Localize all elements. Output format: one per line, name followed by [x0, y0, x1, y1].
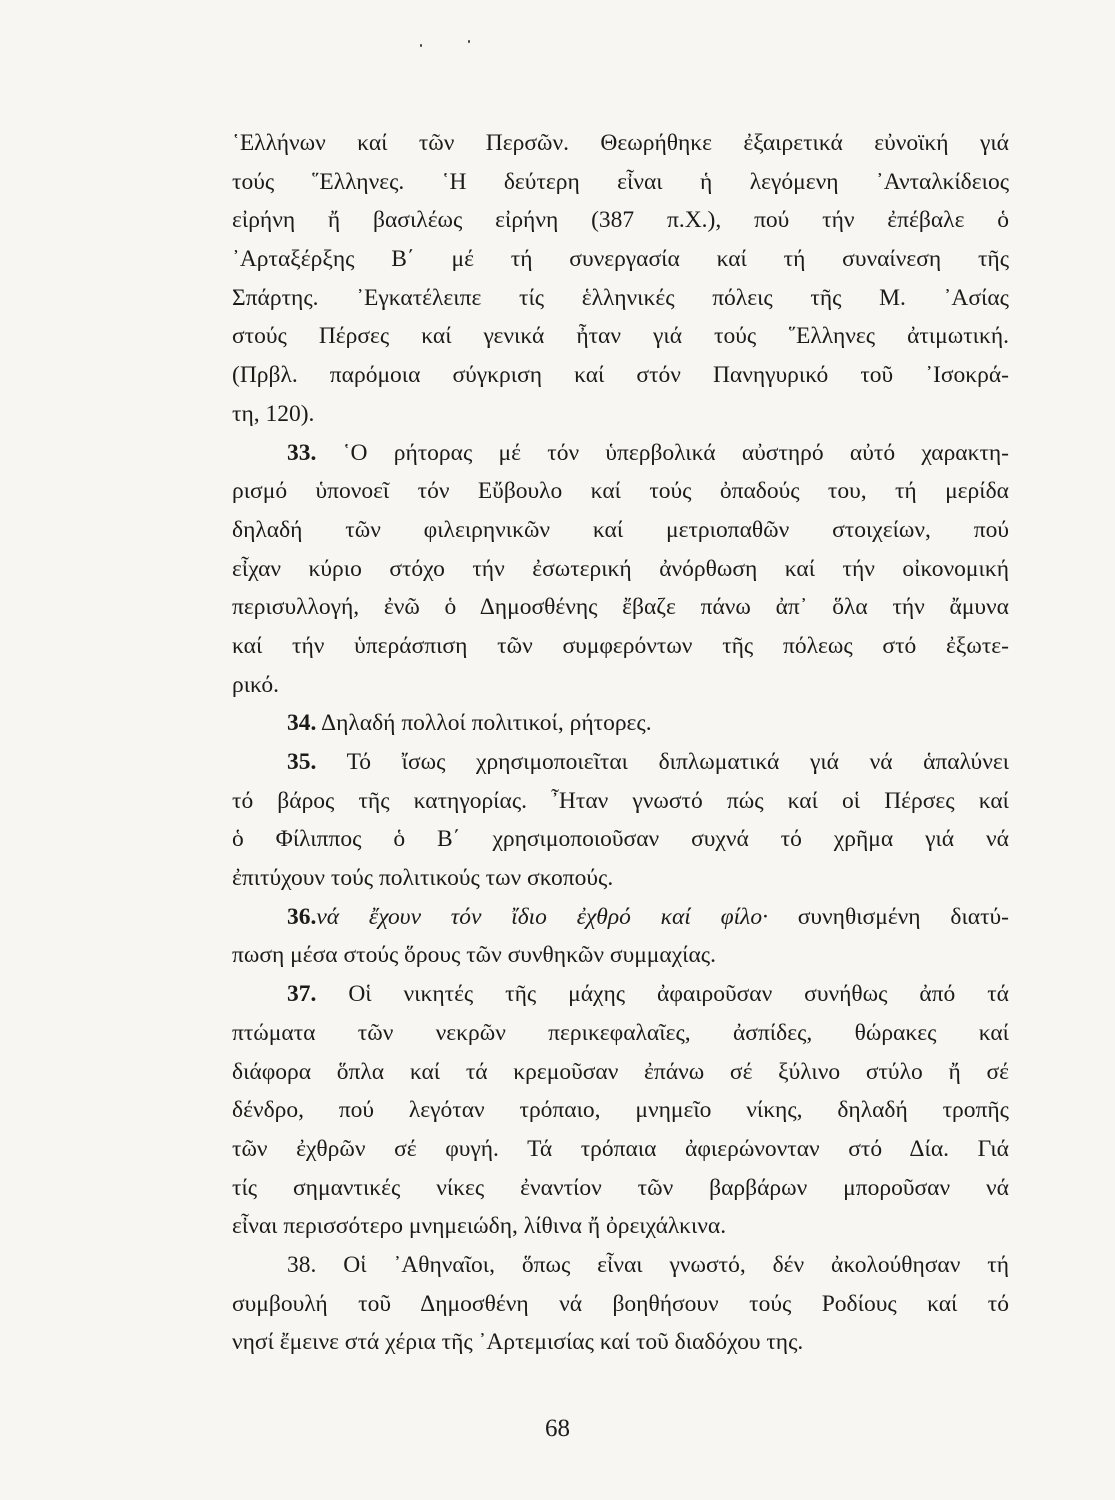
note-text: Οἱ νικητές τῆς μάχης ἀφαιροῦσαν συνήθως ἀπό τά — [348, 981, 1009, 1008]
text-line: τῶν ἐχθρῶν σέ φυγή. Τά τρόπαια ἀφιερώνονταν στό Δία. Γιά — [232, 1135, 1009, 1162]
note-36-first-line — [232, 898, 1009, 937]
text-line: εἰρήνη ἤ βασιλέως εἰρήνη (387 π.Χ.), πού τήν ἐπέβαλε ὁ — [232, 207, 1009, 234]
text-line: νησί ἔμεινε στά χέρια τῆς ᾿Αρτεμισίας καί τοῦ διαδόχου της. — [232, 1329, 804, 1356]
text-line: ῾Ελλήνων καί τῶν Περσῶν. Θεωρήθηκε ἐξαιρετικά εὐνοϊκή γιά — [232, 130, 1009, 156]
text-line: πωση μέσα στούς ὅρους τῶν συνθηκῶν συμμαχίας. — [232, 942, 716, 969]
text-line: Σπάρτης. ᾿Εγκατέλειπε τίς ἑλληνικές πόλεις τῆς Μ. ᾿Ασίας — [232, 284, 1009, 311]
note-text: Τό ἴσως χρησιμοποιεῖται διπλωματικά γιά νά ἁπαλύνει — [346, 749, 1010, 775]
note-35-first-line — [232, 743, 1009, 782]
note-37-first-line — [232, 975, 1009, 1014]
text-line: διάφορα ὅπλα καί τά κρεμοῦσαν ἐπάνω σέ ξύλινο στύλο ἤ σέ — [232, 1058, 1009, 1085]
text-line: στούς Πέρσες καί γενικά ἦταν γιά τούς ῞Ελληνες ἀτιμωτική. — [232, 323, 1009, 350]
text-line: ᾿Αρταξέρξης Β΄ μέ τή συνεργασία καί τή συναίνεση τῆς — [232, 246, 1009, 273]
text-line: δένδρο, πού λεγόταν τρόπαιο, μνημεῖο νίκης, δηλαδή τροπῆς — [232, 1097, 1009, 1124]
note-number: 33. — [287, 439, 317, 466]
text-body — [232, 124, 1009, 1362]
text-line: πτώματα τῶν νεκρῶν περικεφαλαῖες, ἀσπίδες, θώρακες καί — [232, 1019, 1009, 1046]
speck — [468, 40, 470, 43]
text-line: εἶχαν κύριο στόχο τήν ἐσωτερική ἀνόρθωση καί τήν οἰκονομική — [232, 555, 1009, 582]
note-text: Δηλαδή πολλοί πολιτικοί, ρήτορες. — [320, 710, 652, 737]
note-italic-phrase: νά ἔχουν τόν ἴδιο ἐχθρό καί φίλο· — [316, 903, 768, 930]
note-number: 36. — [287, 903, 317, 930]
speck — [420, 44, 422, 47]
text-line: ἐπιτύχουν τούς πολιτικούς των σκοπούς. — [232, 865, 614, 892]
text-line: ρικό. — [232, 671, 279, 698]
text-line: τούς ῞Ελληνες. ῾Η δεύτερη εἶναι ἡ λεγόμενη ᾿Ανταλκίδειος — [232, 168, 1009, 195]
note-number: 35. — [287, 749, 317, 775]
text-line: τη, 120). — [232, 400, 315, 427]
note-number: 38. — [287, 1251, 317, 1278]
text-line: δηλαδή τῶν φιλειρηνικῶν καί μετριοπαθῶν στοιχείων, πού — [232, 516, 1009, 543]
text-line: καί τήν ὑπεράσπιση τῶν συμφερόντων τῆς πόλεως στό ἐξωτε- — [232, 632, 1009, 659]
note-text: Οἱ ᾿Αθηναῖοι, ὅπως εἶναι γνωστό, δέν ἀκολούθησαν τή — [343, 1251, 1009, 1278]
note-text: συνηθισμένη διατύ- — [797, 903, 1010, 930]
text-line: εἶναι περισσότερο μνημειώδη, λίθινα ἤ ὀρειχάλκινα. — [232, 1213, 727, 1240]
text-line: ὁ Φίλιππος ὁ Β΄ χρησιμοποιοῦσαν συχνά τό χρῆμα γιά νά — [232, 826, 1009, 853]
text-line: τίς σημαντικές νίκες ἐναντίον τῶν βαρβάρων μποροῦσαν νά — [232, 1174, 1009, 1201]
note-text: ῾Ο ρήτορας μέ τόν ὑπερβολικά αὐστηρό αὐτό χαρακτη- — [342, 439, 1010, 466]
page-number: 68 — [545, 1415, 570, 1442]
note-33-first-line — [232, 434, 1009, 473]
note-38-first-line — [232, 1246, 1009, 1285]
note-number: 34. — [287, 710, 317, 737]
text-line: τό βάρος τῆς κατηγορίας. ῏Ηταν γνωστό πώς καί οἱ Πέρσες καί — [232, 787, 1009, 814]
note-number: 37. — [287, 981, 317, 1008]
text-line: συμβουλή τοῦ Δημοσθένη νά βοηθήσουν τούς Ροδίους καί τό — [232, 1290, 1009, 1317]
note-34-line — [232, 704, 1009, 743]
text-line: ρισμό ὑπονοεῖ τόν Εὔβουλο καί τούς ὀπαδούς του, τή μερίδα — [232, 478, 1009, 505]
text-line: (Πρβλ. παρόμοια σύγκριση καί στόν Πανηγυρικό τοῦ ᾿Ισοκρά- — [232, 362, 1009, 389]
text-line: περισυλλογή, ἐνῶ ὁ Δημοσθένης ἔβαζε πάνω ἀπ᾿ ὅλα τήν ἄμυνα — [232, 594, 1009, 621]
